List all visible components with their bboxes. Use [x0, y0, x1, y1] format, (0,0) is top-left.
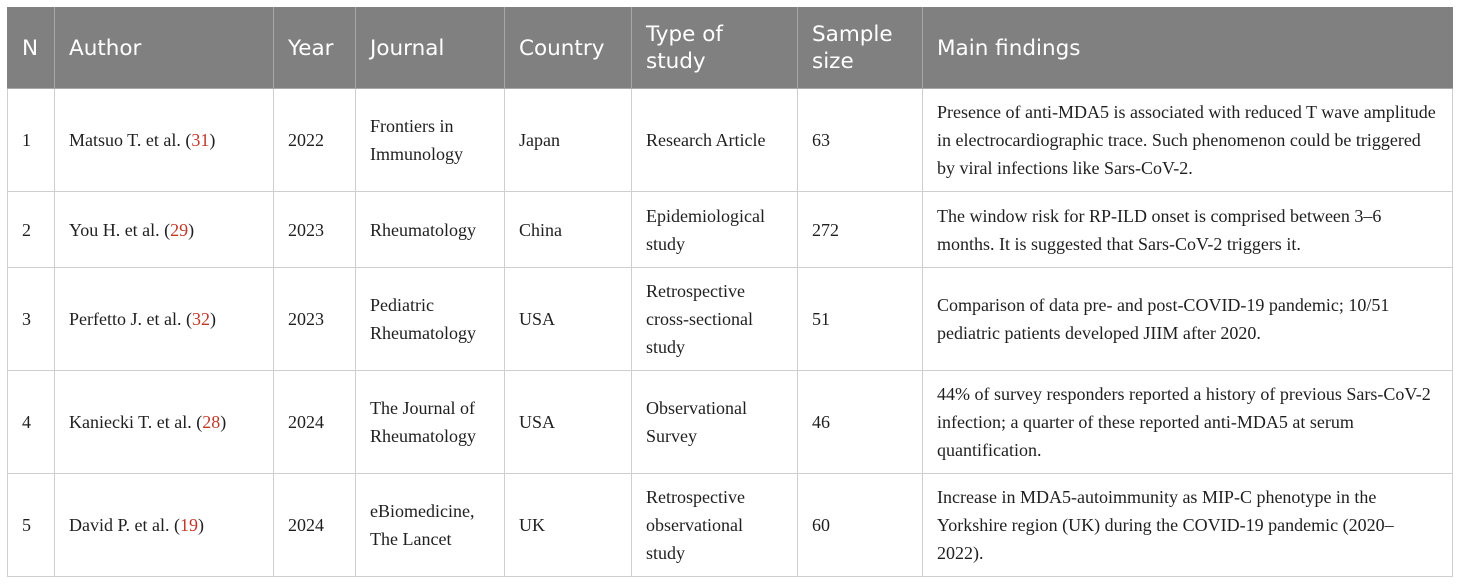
cell-sample: 63: [798, 89, 923, 192]
cell-n: 2: [8, 192, 55, 268]
cell-author: [55, 371, 274, 474]
cell-sample: 60: [798, 474, 923, 577]
reference-link[interactable]: 19: [179, 515, 198, 535]
reference-link[interactable]: 31: [191, 130, 210, 150]
author-paren: ): [197, 515, 204, 535]
cell-n: 5: [8, 474, 55, 577]
col-header-type: Type of study: [632, 8, 798, 89]
cell-journal: eBiomedicine, The Lancet: [356, 474, 505, 577]
cell-sample: 46: [798, 371, 923, 474]
cell-year: 2024: [274, 474, 356, 577]
cell-journal: The Journal of Rheumatology: [356, 371, 505, 474]
reference-link[interactable]: 32: [191, 309, 210, 329]
cell-author: [55, 268, 274, 371]
cell-country: USA: [505, 371, 632, 474]
col-header-year: Year: [274, 8, 356, 89]
col-header-author: Author: [55, 8, 274, 89]
cell-type: Epidemiological study: [632, 192, 798, 268]
cell-type: Observational Survey: [632, 371, 798, 474]
author-paren: ): [188, 219, 195, 240]
author-text: Kaniecki T. et al. (: [69, 412, 203, 432]
cell-type: Research Article: [632, 89, 798, 192]
col-header-findings: Main findings: [923, 8, 1453, 89]
cell-author: [55, 89, 274, 192]
cell-author: [55, 192, 274, 268]
cell-year: 2024: [274, 371, 356, 474]
col-header-journal: Journal: [356, 8, 505, 89]
cell-sample: 51: [798, 268, 923, 371]
cell-country: USA: [505, 268, 632, 371]
table-row: [8, 474, 1453, 577]
cell-journal: Pediatric Rheumatology: [356, 268, 505, 371]
table-row: [8, 89, 1453, 192]
author-paren: ): [209, 130, 216, 150]
cell-findings: The window risk for RP-ILD onset is comprised between 3–6 months. It is suggested that Sars-CoV-2 triggers it.: [923, 192, 1453, 268]
cell-year: 2023: [274, 192, 356, 268]
cell-country: China: [505, 192, 632, 268]
studies-table: [7, 7, 1453, 577]
author-paren: ): [209, 309, 216, 329]
cell-n: 3: [8, 268, 55, 371]
cell-type: Retrospective observational study: [632, 474, 798, 577]
cell-n: 4: [8, 371, 55, 474]
cell-findings: 44% of survey responders reported a history of previous Sars-CoV-2 infection; a quarter of these reported anti-MDA5 at serum quantification.: [923, 371, 1453, 474]
cell-year: 2023: [274, 268, 356, 371]
cell-findings: Presence of anti-MDA5 is associated with reduced T wave amplitude in electrocardiographic trace. Such phenomenon could be triggered by viral infections like Sars-CoV-2.: [923, 89, 1453, 192]
author-text: David P. et al. (: [69, 515, 180, 535]
table-header-row: [8, 8, 1453, 89]
cell-journal: Rheumatology: [356, 192, 505, 268]
cell-type: Retrospective cross-sectional study: [632, 268, 798, 371]
author-text: Perfetto J. et al. (: [69, 309, 192, 329]
cell-sample: 272: [798, 192, 923, 268]
table-row: [8, 371, 1453, 474]
reference-link[interactable]: 28: [202, 412, 221, 432]
cell-findings: Increase in MDA5-autoimmunity as MIP-C phenotype in the Yorkshire region (UK) during the COVID-19 pandemic (2020–2022).: [923, 474, 1453, 577]
cell-journal: Frontiers in Immunology: [356, 89, 505, 192]
cell-country: UK: [505, 474, 632, 577]
table-row: [8, 268, 1453, 371]
col-header-country: Country: [505, 8, 632, 89]
cell-n: 1: [8, 89, 55, 192]
reference-link[interactable]: 29: [170, 219, 189, 240]
cell-findings: Comparison of data pre- and post-COVID-19 pandemic; 10/51 pediatric patients developed JIIM after 2020.: [923, 268, 1453, 371]
author-paren: ): [220, 412, 227, 432]
col-header-sample: Sample size: [798, 8, 923, 89]
cell-country: Japan: [505, 89, 632, 192]
table-row: [8, 192, 1453, 268]
author-text: You H. et al. (: [69, 219, 171, 240]
cell-author: [55, 474, 274, 577]
col-header-n: N: [8, 8, 55, 89]
study-table-container: [7, 7, 1452, 577]
cell-year: 2022: [274, 89, 356, 192]
author-text: Matsuo T. et al. (: [69, 130, 192, 150]
